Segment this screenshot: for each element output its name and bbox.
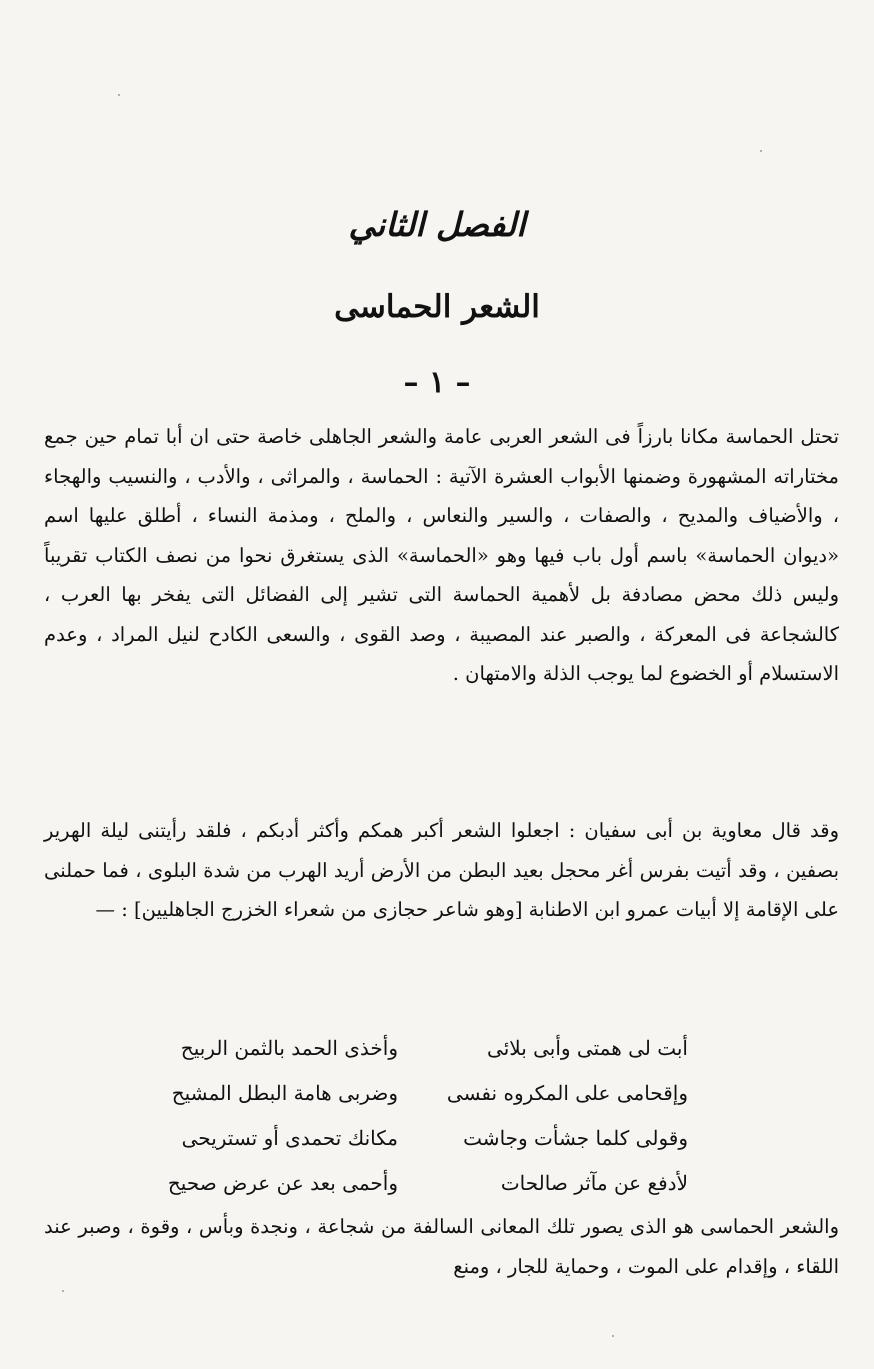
paper-speck bbox=[760, 150, 762, 152]
verse-first-hemistich: أبت لى همتى وأبى بلائى bbox=[487, 1035, 688, 1060]
verse-second-hemistich: مكانك تحمدى أو تستريحى bbox=[181, 1125, 398, 1150]
poem-verse bbox=[100, 1160, 700, 1205]
paper-speck bbox=[62, 1290, 64, 1292]
poem-verse bbox=[100, 1025, 700, 1070]
closing-paragraph: والشعر الحماسى هو الذى يصور تلك المعانى السالفة من شجاعة ، ونجدة وبأس ، وقوة ، وصبر عند اللقاء ، وإقدام على الموت ، وحماية للجار ، ومنع bbox=[44, 1215, 839, 1278]
intro-paragraph: تحتل الحماسة مكانا بارزاً فى الشعر العربى عامة والشعر الجاهلى خاصة حتى ان أبا تمام حين جمع مختاراته المشهورة وضمنها الأبواب العشرة الآتية : الحماسة ، والمراثى ، والأدب ، والنسيب والهجاء ، والأضياف والمديح ، والصفات ، والسير والنعاس ، والملح ، ومذمة النساء ، أطلق عليها اسم «ديوان الحماسة» باسم أول باب فيها وهو «الحماسة» الذى يستغرق نحوا من نصف الكتاب تقريباً وليس ذلك محض مصادفة بل لأهمية الحماسة التى تشير إلى الفضائل التى يفخر بها العرب ، كالشجاعة فى المعركة ، والصبر عند المصيبة ، وصد القوى ، والسعى الكادح لنيل المراد ، وعدم الاستسلام أو الخضوع لما يوجب الذلة والامتهان . bbox=[44, 425, 839, 685]
poem-verse bbox=[100, 1070, 700, 1115]
poem-verse bbox=[100, 1115, 700, 1160]
paper-speck bbox=[612, 1335, 614, 1337]
chapter-subtitle: الشعر الحماسى bbox=[334, 289, 540, 325]
verse-second-hemistich: وأحمى بعد عن عرض صحيح bbox=[167, 1170, 398, 1195]
verse-first-hemistich: لأدفع عن مآثر صالحات bbox=[500, 1170, 688, 1195]
poem-block bbox=[100, 1025, 700, 1205]
verse-second-hemistich: وأخذى الحمد بالثمن الربيح bbox=[180, 1035, 398, 1060]
chapter-heading: الفصل الثاني bbox=[348, 205, 526, 244]
verse-second-hemistich: وضربى هامة البطل المشيح bbox=[171, 1080, 398, 1105]
section-number: – ١ – bbox=[403, 365, 471, 400]
verse-first-hemistich: وقولى كلما جشأت وجاشت bbox=[463, 1125, 688, 1150]
verse-first-hemistich: وإقحامى على المكروه نفسى bbox=[446, 1080, 688, 1105]
paper-speck bbox=[118, 94, 120, 96]
muawiya-paragraph: وقد قال معاوية بن أبى سفيان : اجعلوا الشعر أكبر همكم وأكثر أدبكم ، فلقد رأيتنى ليلة الهرير بصفين ، وقد أتيت بفرس أغر محجل بعيد البطن من الأرض أريد الهرب من شدة البلوى ، فما حملنى على الإقامة إلا أبيات عمرو ابن الاطنابة [وهو شاعر حجازى من شعراء الخزرج الجاهليين] : — bbox=[44, 819, 839, 921]
